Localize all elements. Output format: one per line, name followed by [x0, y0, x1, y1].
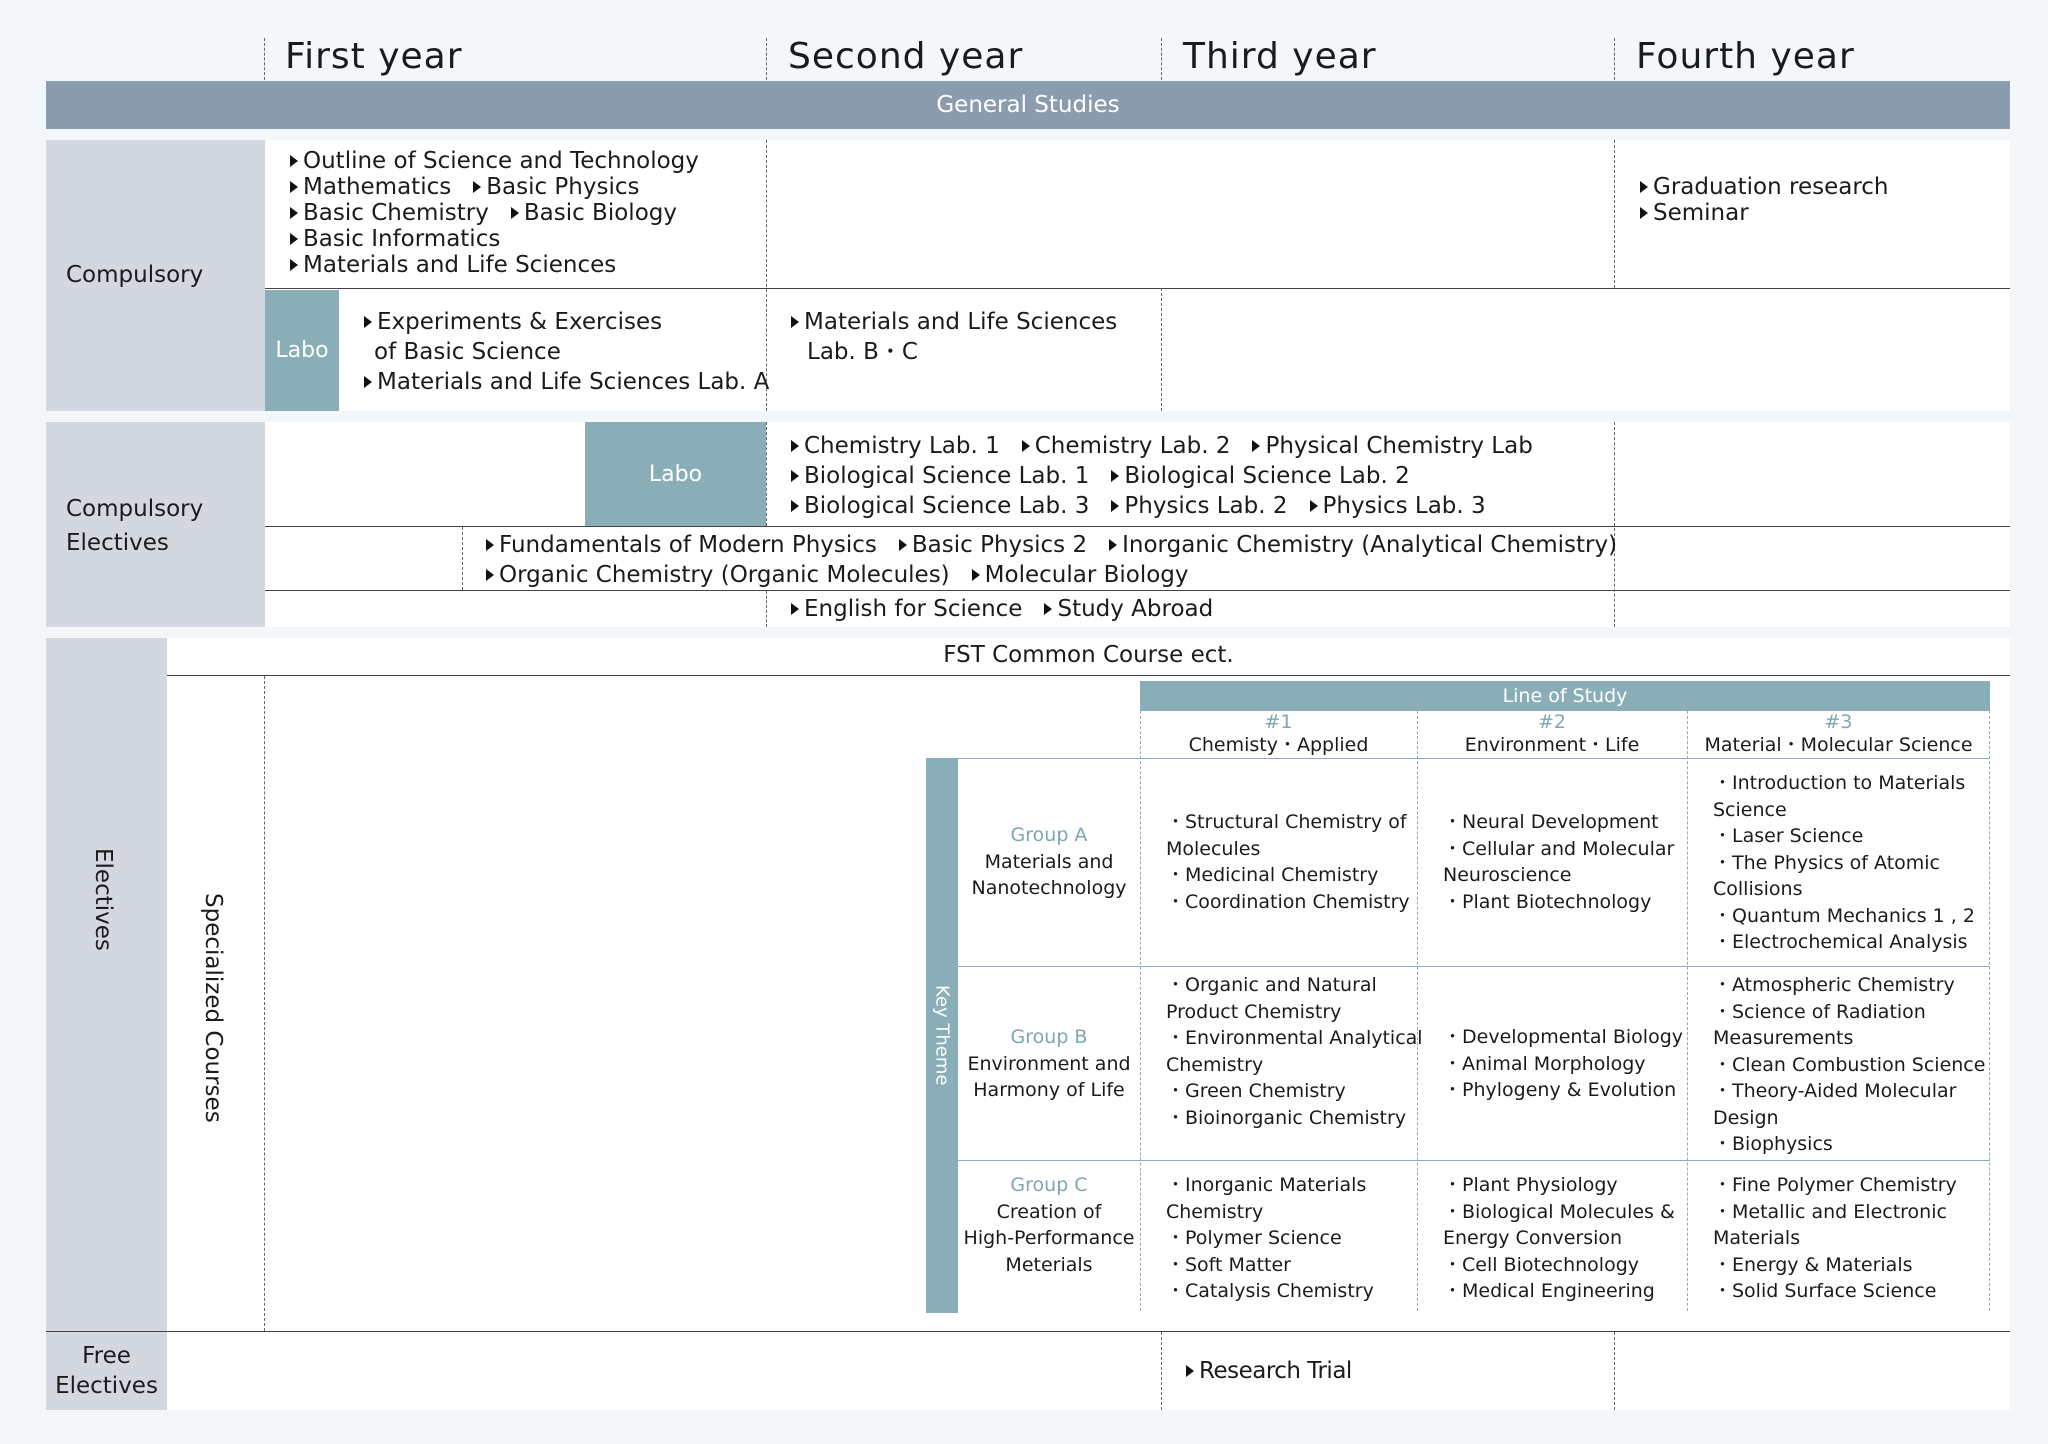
labo-second-year-list	[791, 307, 1139, 367]
course-line: ・Catalysis Chemistry	[1166, 1280, 1374, 1302]
course-item: Chemistry Lab. 1	[791, 433, 1000, 459]
key-theme-label: Key Theme	[931, 985, 953, 1086]
course-line: Materials	[1713, 1227, 1801, 1249]
electives-side	[46, 638, 167, 1331]
row-divider	[265, 590, 2010, 591]
course-line: ・Cellular and Molecular	[1443, 837, 1675, 860]
course-line: ・Bioinorganic Chemistry	[1166, 1106, 1407, 1129]
course-line: Measurements	[1713, 1027, 1854, 1049]
course-item-continuation: Lab. B・C	[807, 339, 918, 365]
year-divider	[1614, 38, 1615, 80]
free-electives-body	[167, 1332, 2010, 1410]
group-name: Group C	[1010, 1174, 1088, 1196]
col-divider	[1614, 140, 1615, 288]
group-a-theme	[958, 822, 1140, 902]
compulsory-label: Compulsory	[66, 262, 204, 288]
compulsory-electives-courses	[486, 530, 1639, 590]
year-divider	[1161, 38, 1162, 80]
col-divider	[462, 527, 463, 590]
year-divider	[766, 38, 767, 80]
line-name: Environment・Life	[1464, 734, 1640, 756]
label-line: Electives	[55, 1373, 158, 1399]
course-item: Graduation research	[1640, 174, 1889, 200]
labo-first-year-list	[364, 307, 791, 397]
course-line: ・Coordination Chemistry	[1166, 890, 1410, 913]
compulsory-fourth-year-list	[1640, 174, 1911, 226]
year-divider	[264, 38, 265, 80]
course-item: Basic Physics	[473, 174, 639, 200]
year-header-third: Third year	[1183, 36, 1377, 77]
research-trial	[1186, 1358, 1374, 1384]
course-item: Basic Biology	[511, 200, 677, 226]
group-theme-line: Meterials	[1005, 1253, 1093, 1276]
compulsory-first-year-list	[290, 148, 699, 278]
course-item: Biological Science Lab. 1	[791, 463, 1089, 489]
course-item: Chemistry Lab. 2	[1022, 433, 1231, 459]
course-item: Seminar	[1640, 200, 1749, 226]
group-b-line2-courses	[1443, 1024, 1683, 1104]
course-line: ・Clean Combustion Science	[1713, 1053, 1986, 1076]
course-item: Physical Chemistry Lab	[1252, 433, 1532, 459]
electives-label: Electives	[90, 848, 116, 951]
line-of-study-col	[1140, 711, 1417, 757]
year-header-second: Second year	[788, 36, 1024, 77]
course-item: Physics Lab. 2	[1111, 493, 1287, 519]
group-theme-line: Creation of	[996, 1200, 1102, 1223]
row-divider	[265, 526, 2010, 527]
course-line: ・Structural Chemistry of	[1166, 811, 1407, 833]
col-divider	[1161, 288, 1162, 411]
group-b-theme	[958, 1024, 1140, 1104]
group-name: Group A	[1010, 824, 1088, 846]
course-item: Materials and Life Sciences Lab. A	[364, 369, 769, 395]
compulsory-electives-label	[66, 492, 203, 560]
label-line: Free	[82, 1343, 131, 1369]
course-item: Biological Science Lab. 3	[791, 493, 1089, 519]
grid-line	[1989, 711, 1990, 1311]
group-theme-line: Environment and	[967, 1052, 1131, 1075]
course-line: ・Biological Molecules &	[1443, 1200, 1675, 1223]
group-theme-line: High-Performance	[963, 1227, 1135, 1249]
course-line: ・Environmental Analytical	[1166, 1027, 1423, 1049]
course-line: ・Energy & Materials	[1713, 1253, 1913, 1276]
course-line: ・Inorganic Materials	[1166, 1174, 1367, 1196]
grid-line	[1687, 711, 1688, 1311]
group-theme-line: Harmony of Life	[973, 1079, 1125, 1101]
course-line: ・Biophysics	[1713, 1133, 1833, 1155]
compulsory-row-divider	[265, 288, 2010, 289]
col-divider	[766, 422, 767, 526]
group-name: Group B	[1010, 1026, 1088, 1048]
free-electives-label	[46, 1341, 167, 1401]
course-line: ・Fine Polymer Chemistry	[1713, 1174, 1957, 1196]
course-line: Energy Conversion	[1443, 1227, 1623, 1249]
course-line: ・Electrochemical Analysis	[1713, 931, 1968, 953]
line-number: #2	[1537, 711, 1566, 733]
course-item: Basic Informatics	[290, 226, 500, 252]
course-line: ・Metallic and Electronic	[1713, 1200, 1947, 1223]
specialized-courses-label: Specialized Courses	[200, 893, 226, 1123]
group-b-line3-courses	[1713, 972, 1985, 1158]
course-item: Experiments & Exercises	[364, 309, 662, 335]
line-of-study-title: Line of Study	[1502, 685, 1628, 707]
group-a-line3-courses	[1713, 770, 1975, 956]
group-c-line3-courses	[1713, 1172, 1957, 1305]
line-number: #1	[1264, 711, 1293, 733]
course-line: ・Medical Engineering	[1443, 1280, 1655, 1302]
line-name: Chemisty・Applied	[1188, 734, 1369, 756]
course-line: Chemistry	[1166, 1053, 1264, 1076]
group-a-line2-courses	[1443, 809, 1674, 915]
course-line: ・Developmental Biology	[1443, 1026, 1684, 1048]
course-line: ・Neural Development	[1443, 811, 1659, 833]
group-theme-line: Materials and	[984, 850, 1114, 873]
course-item: Basic Chemistry	[290, 200, 489, 226]
course-line: ・The Physics of Atomic	[1713, 851, 1941, 874]
grid-line	[958, 966, 1990, 967]
course-line: ・Phylogeny & Evolution	[1443, 1079, 1677, 1101]
fst-common-label: FST Common Course ect.	[943, 642, 1234, 668]
course-item: Molecular Biology	[972, 562, 1189, 588]
line-of-study-col	[1417, 711, 1687, 757]
line-of-study-header	[1140, 681, 1990, 711]
general-studies-label: General Studies	[936, 92, 1120, 118]
group-c-line1-courses	[1166, 1172, 1374, 1305]
labs-list	[791, 431, 1555, 521]
key-theme-bar	[926, 758, 958, 1313]
label-line: Electives	[66, 530, 169, 556]
line-name: Material・Molecular Science	[1704, 734, 1973, 756]
course-line: Molecules	[1166, 837, 1261, 860]
grid-line	[958, 758, 1990, 759]
grid-line	[1140, 711, 1141, 1311]
course-line: ・Organic and Natural	[1166, 974, 1377, 996]
course-item: Mathematics	[290, 174, 451, 200]
col-divider	[766, 591, 767, 627]
course-item-continuation: of Basic Science	[374, 339, 561, 365]
course-line: ・Atmospheric Chemistry	[1713, 974, 1955, 996]
course-line: ・Medicinal Chemistry	[1166, 864, 1379, 886]
course-item: Materials and Life Sciences	[791, 309, 1117, 335]
course-line: Design	[1713, 1106, 1779, 1129]
course-line: Neuroscience	[1443, 864, 1572, 886]
course-line: ・Soft Matter	[1166, 1253, 1291, 1276]
course-item: Organic Chemistry (Organic Molecules)	[486, 562, 950, 588]
course-line: ・Cell Biotechnology	[1443, 1253, 1639, 1276]
label-line: Compulsory	[66, 496, 204, 522]
fst-common-course	[167, 642, 2010, 668]
year-header-first: First year	[285, 36, 463, 77]
course-line: Science	[1713, 798, 1787, 821]
course-line: ・Solid Surface Science	[1713, 1280, 1937, 1302]
line-of-study-col	[1687, 711, 1990, 757]
course-item: Fundamentals of Modern Physics	[486, 532, 877, 558]
course-line: Chemistry	[1166, 1200, 1264, 1223]
group-a-line1-courses	[1166, 809, 1410, 915]
col-divider	[1614, 422, 1615, 627]
course-item: Materials and Life Sciences	[290, 252, 616, 278]
course-line: ・Plant Physiology	[1443, 1174, 1618, 1196]
course-line: ・Polymer Science	[1166, 1227, 1342, 1249]
english-courses	[791, 596, 1235, 622]
year-header-fourth: Fourth year	[1636, 36, 1855, 77]
group-theme-line: Nanotechnology	[971, 877, 1127, 899]
course-item: Inorganic Chemistry (Analytical Chemistry)	[1109, 532, 1617, 558]
course-item: Basic Physics 2	[899, 532, 1087, 558]
labo-label: Labo	[275, 338, 329, 363]
compulsory-electives-labo-tag	[585, 422, 766, 526]
labo-label: Labo	[648, 461, 703, 487]
course-line: ・Science of Radiation	[1713, 1000, 1926, 1023]
compulsory-labo-tag	[265, 290, 339, 411]
group-c-theme	[958, 1172, 1140, 1278]
course-item: Biological Science Lab. 2	[1111, 463, 1409, 489]
course-line: ・Laser Science	[1713, 825, 1864, 847]
course-line: Collisions	[1713, 878, 1803, 900]
course-line: ・Plant Biotechnology	[1443, 890, 1652, 913]
line-number: #3	[1824, 711, 1853, 733]
grid-line	[958, 1160, 1990, 1161]
course-line: ・Green Chemistry	[1166, 1080, 1346, 1102]
col-divider	[1161, 1332, 1162, 1410]
course-line: Product Chemistry	[1166, 1000, 1342, 1023]
course-line: ・Animal Morphology	[1443, 1052, 1646, 1075]
group-b-line1-courses	[1166, 972, 1423, 1131]
course-item: Study Abroad	[1044, 596, 1213, 622]
course-item: Research Trial	[1186, 1358, 1352, 1384]
course-item: English for Science	[791, 596, 1022, 622]
general-studies-bar	[46, 81, 2010, 129]
col-divider	[1614, 1332, 1615, 1410]
course-line: ・Quantum Mechanics 1 , 2	[1713, 904, 1975, 927]
group-c-line2-courses	[1443, 1172, 1675, 1305]
course-line: ・Theory-Aided Molecular	[1713, 1080, 1957, 1102]
course-item: Outline of Science and Technology	[290, 148, 699, 174]
col-divider	[264, 676, 265, 1331]
row-divider	[167, 675, 2010, 676]
course-item: Physics Lab. 3	[1310, 493, 1486, 519]
course-line: ・Introduction to Materials	[1713, 772, 1966, 794]
